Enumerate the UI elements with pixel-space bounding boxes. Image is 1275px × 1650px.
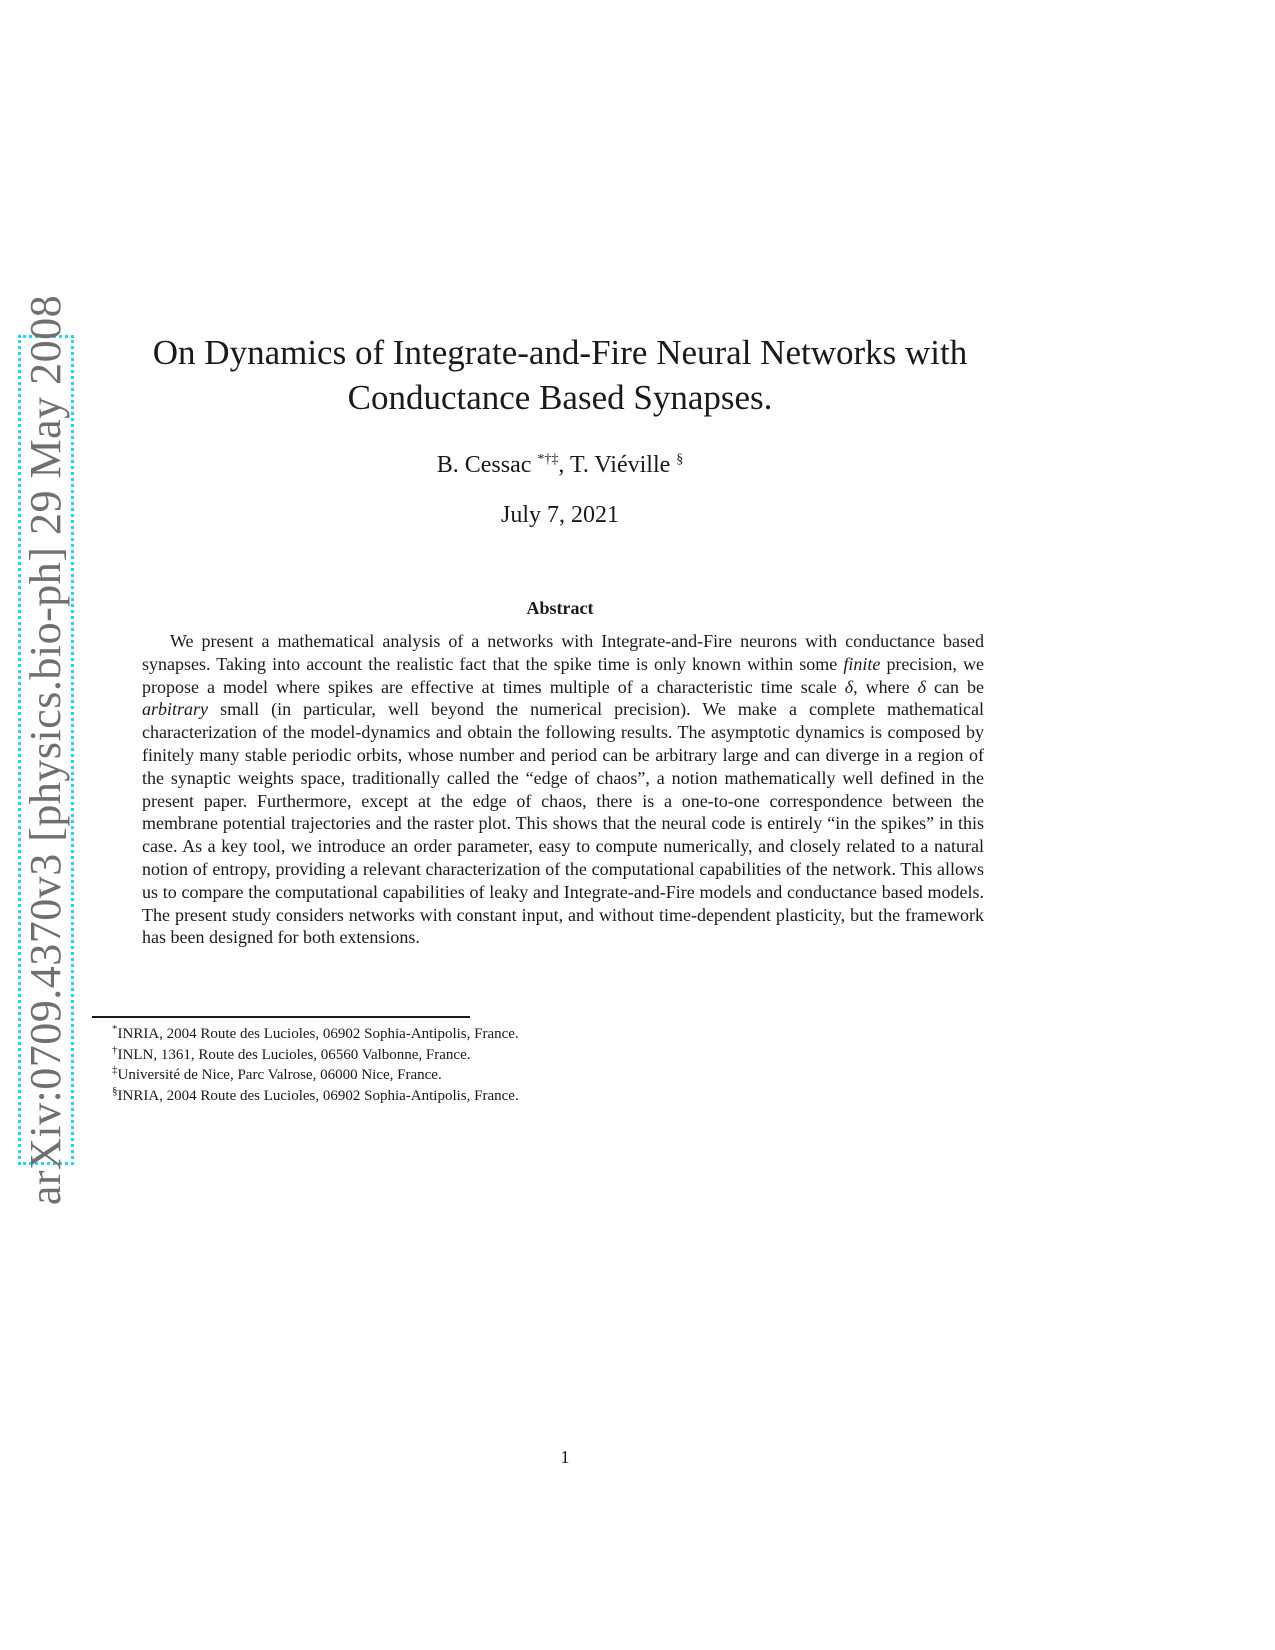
abstract-text: precision, we propose a model where spikes are effective at times multiple of a characteristic time scale: [142, 653, 985, 697]
footnote: [112, 1045, 812, 1066]
paper-title: [130, 330, 990, 420]
arxiv-stamp: [18, 294, 74, 1206]
footnote-text: Université de Nice, Parc Valrose, 06000 Nice, France.: [117, 1067, 442, 1083]
footnote-rule: [92, 1016, 470, 1018]
abstract-text: can be: [925, 676, 984, 697]
footnote-text: INLN, 1361, Route des Lucioles, 06560 Valbonne, France.: [117, 1046, 471, 1063]
delta-symbol: δ: [844, 676, 854, 697]
abstract-heading: Abstract: [526, 598, 594, 618]
footnote-mark: *: [112, 1023, 118, 1035]
arxiv-identifier: arXiv:0709.4370v3 [physics.bio-ph] 29 May 2008: [21, 294, 70, 1206]
author-vieville: T. Viéville: [569, 452, 671, 478]
footnote-mark: §: [112, 1084, 118, 1097]
footnote-text: INRIA, 2004 Route des Lucioles, 06902 Sophia-Antipolis, France.: [117, 1026, 519, 1042]
abstract-text: small (in particular, well beyond the numerical precision). We make a complete mathematical characterization of the model-dynamics and obtain the following results. The asymptotic dynamics is composed by finitely many stable periodic orbits, whose number and period can be arbitrary large and can diverge in a region of the synaptic weights space, traditionally called the “edge of chaos”, a notion mathematically well defined in the present paper. Furthermore, except at the edge of chaos, there is a one-to-one correspondence between the membrane potential trajectories and the raster plot. This shows that the neural code is entirely “in the spikes” in this case. As a key tool, we introduce an order parameter, easy to compute numerically, and closely related to a natural notion of entropy, providing a relevant characterization of the computational capabilities of the network. This allows us to compare the computational capabilities of leaky and Integrate-and-Fire models and conductance based models. The present study considers networks with constant input, and without time-dependent plasticity, but the framework has been designed for both extensions.: [142, 699, 984, 948]
footnote-mark: ‡: [112, 1064, 118, 1076]
title-line-1: On Dynamics of Integrate-and-Fire Neural Networks with: [152, 333, 968, 372]
footnote: [112, 1024, 812, 1045]
abstract-emphasis: finite: [843, 653, 881, 674]
abstract-body: [142, 630, 984, 949]
page-number: 1: [560, 1447, 570, 1467]
author-cessac-marks: *†‡: [537, 452, 559, 467]
author-list: [130, 450, 990, 480]
footnote-list: [112, 1024, 812, 1106]
author-vieville-marks: §: [676, 452, 684, 467]
footnote-text: INRIA, 2004 Route des Lucioles, 06902 Sophia-Antipolis, France.: [117, 1087, 519, 1104]
footnote: [112, 1065, 812, 1086]
abstract-emphasis: arbitrary: [142, 699, 209, 720]
abstract-text: , where: [853, 676, 918, 697]
footnote-mark: †: [112, 1043, 118, 1056]
paper-date: July 7, 2021: [500, 502, 619, 528]
title-line-2: Conductance Based Synapses.: [347, 378, 773, 417]
author-cessac: B. Cessac: [436, 452, 532, 478]
footnote: [112, 1086, 812, 1107]
delta-symbol: δ: [917, 676, 926, 697]
author-separator: ,: [558, 452, 565, 478]
abstract-text: We present a mathematical analysis of a networks with Integrate-and-Fire neurons with conductance based synapses. Taking into account the realistic fact that the spike time is only known within some: [142, 631, 984, 674]
